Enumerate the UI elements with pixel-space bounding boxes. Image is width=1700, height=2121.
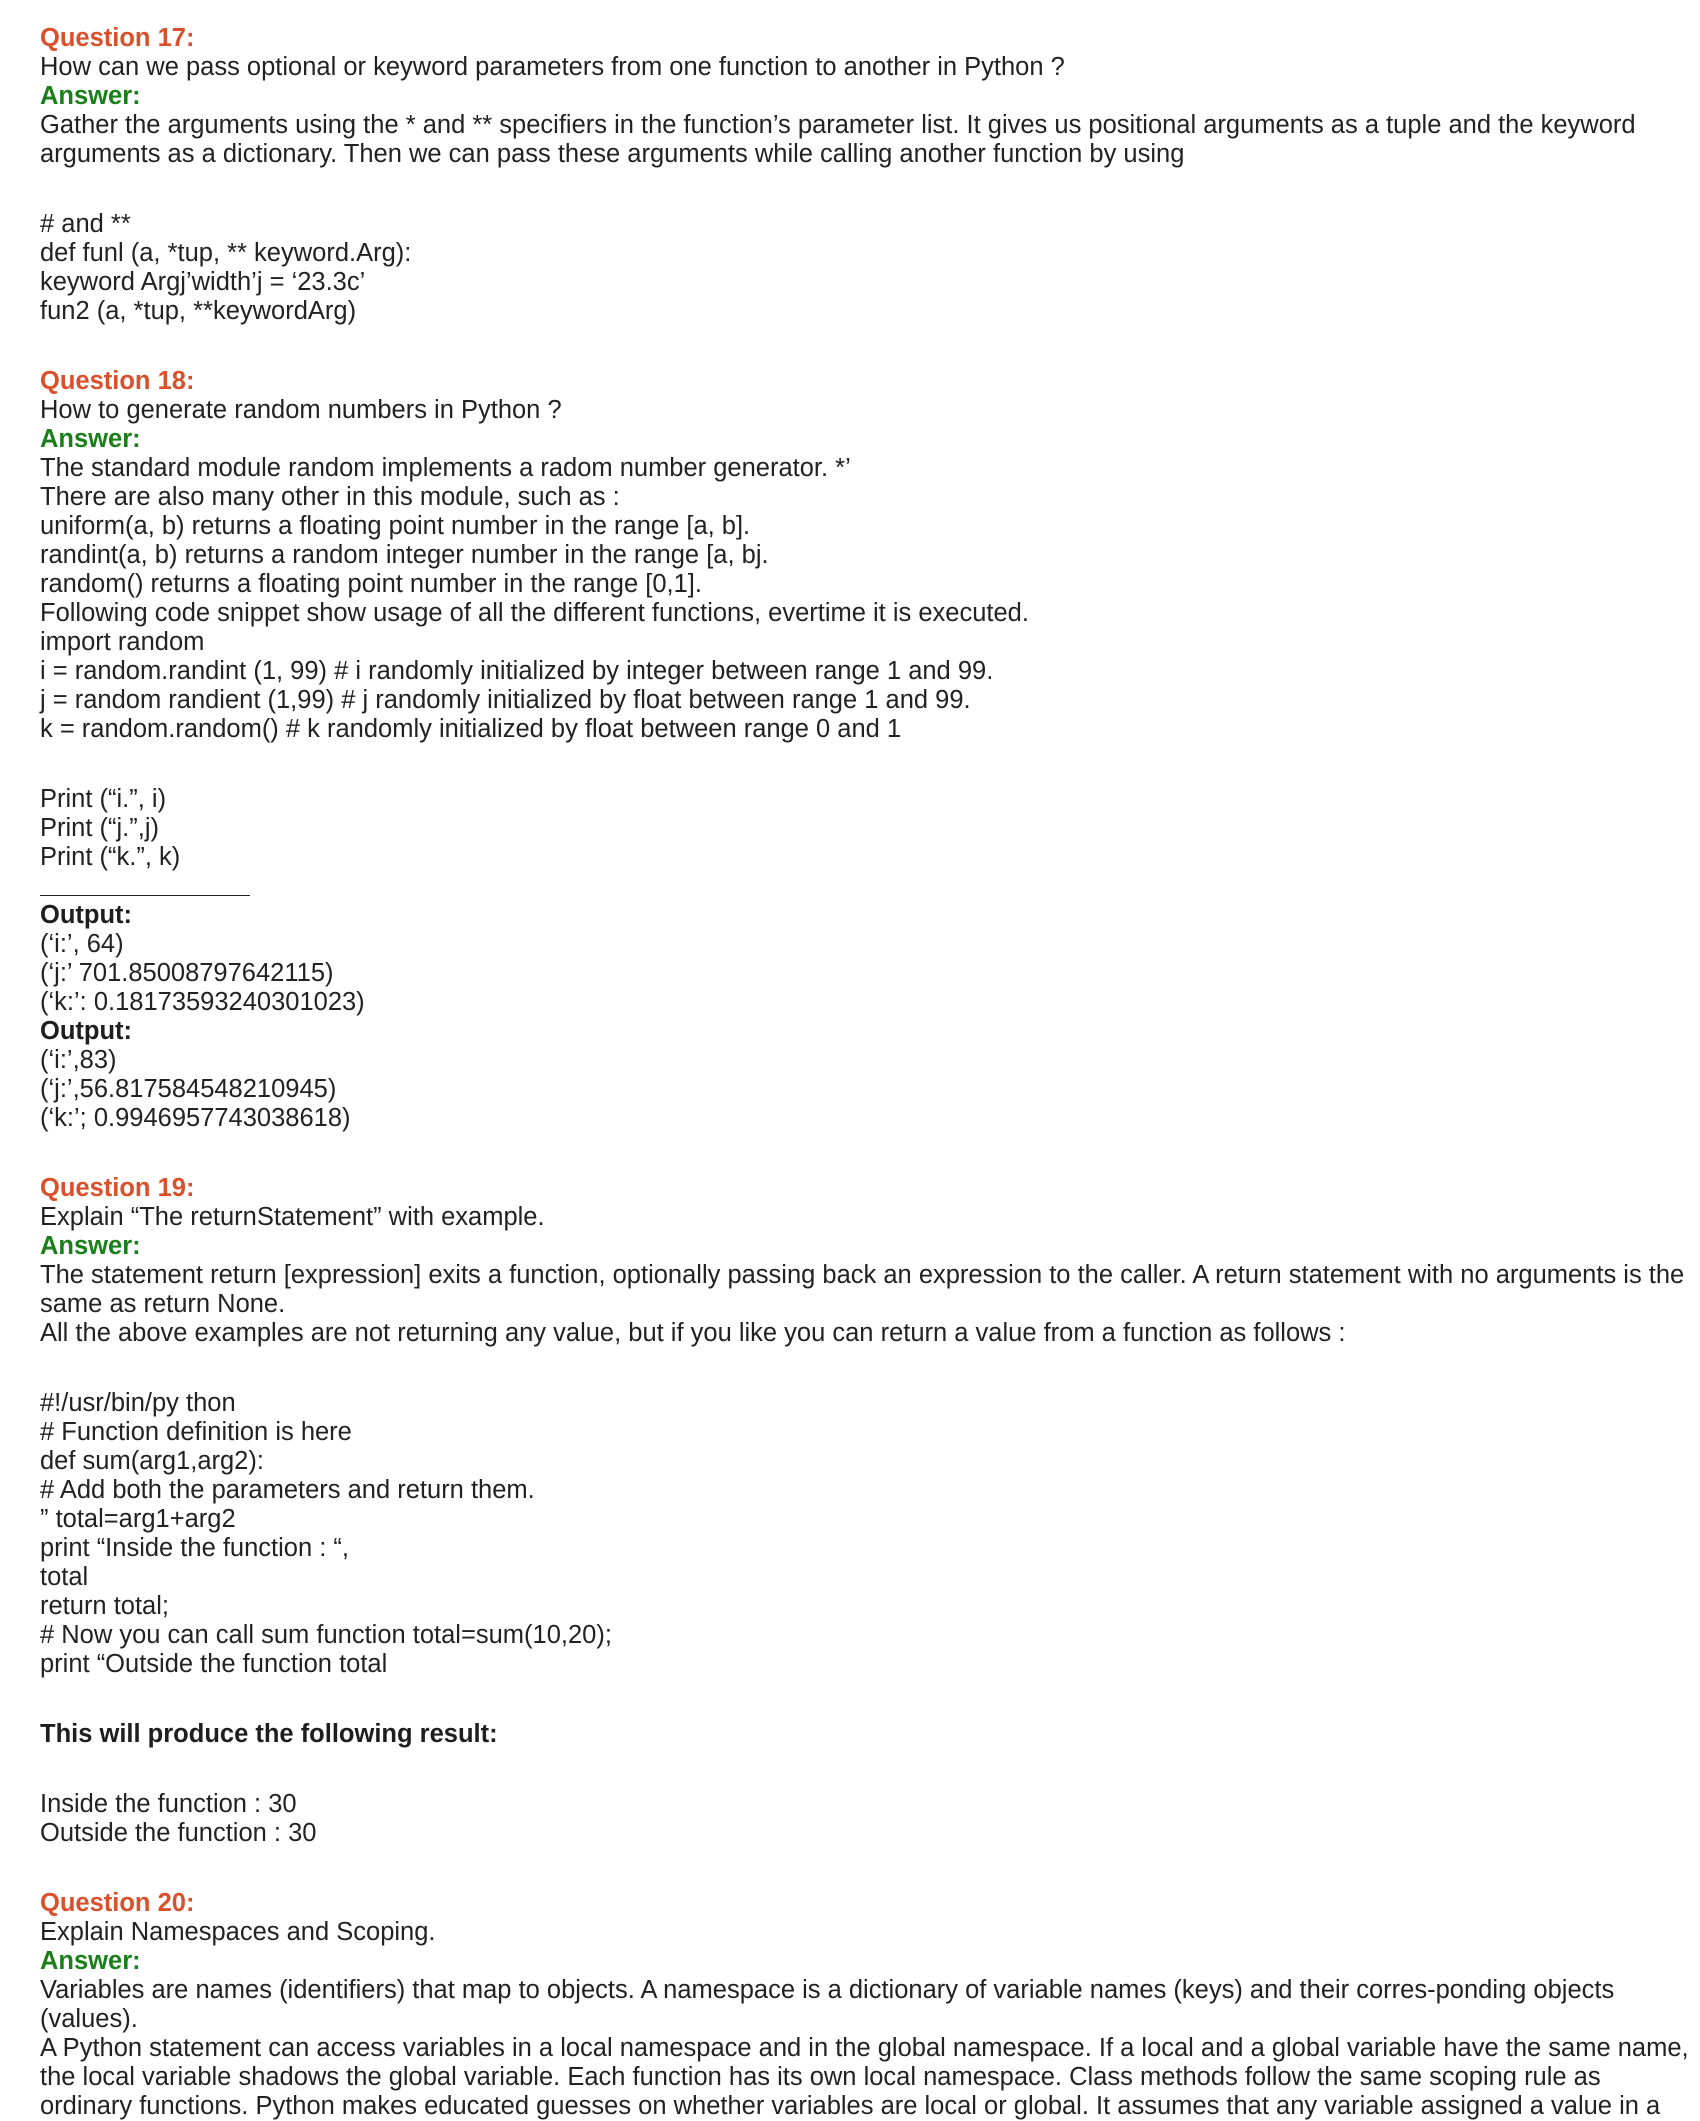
answer-label: Answer: (40, 1232, 141, 1260)
answer-line: arguments as a dictionary. Then we can pass these arguments while calling another function by using (40, 140, 1185, 168)
answer-line: randint(a, b) returns a random integer number in the range [a, bj. (40, 541, 769, 569)
question-label: Question 19: (40, 1174, 195, 1202)
answer-line: A Python statement can access variables in a local namespace and in the global namespace. If a local and a global variable have the same name, (40, 2034, 1689, 2062)
answer-line: Following code snippet show usage of all the different functions, evertime it is executed. (40, 599, 1029, 627)
answer-line: #!/usr/bin/py thon (40, 1389, 236, 1417)
spacer (40, 1749, 1700, 1790)
spacer (40, 744, 1700, 785)
answer-line: (‘i:’, 64) (40, 930, 124, 958)
answer-line: random() returns a floating point number in the range [0,1]. (40, 570, 702, 598)
answer-line: Print (“i.”, i) (40, 785, 167, 813)
answer-line: All the above examples are not returning any value, but if you like you can return a value from a function as follows : (40, 1319, 1346, 1347)
answer-line: return total; (40, 1592, 169, 1620)
bold-heading: Output: (40, 901, 133, 929)
answer-line: Print (“k.”, k) (40, 843, 181, 871)
qa-section (40, 1174, 1700, 1889)
answer-label: Answer: (40, 425, 141, 453)
question-text: How to generate random numbers in Python ? (40, 396, 562, 424)
answer-line: i = random.randint (1, 99) # i randomly initialized by integer between range 1 and 99. (40, 657, 994, 685)
qa-section (40, 1889, 1700, 2121)
answer-line: Variables are names (identifiers) that map to objects. A namespace is a dictionary of variable names (keys) and their corres-ponding objects (40, 1976, 1615, 2004)
answer-line: same as return None. (40, 1290, 286, 1318)
question-label: Question 18: (40, 367, 195, 395)
separator-line (40, 872, 1700, 901)
question-text: Explain “The returnStatement” with example. (40, 1203, 545, 1231)
answer-line: k = random.random() # k randomly initialized by float between range 0 and 1 (40, 715, 902, 743)
answer-line: the local variable shadows the global variable. Each function has its own local namespace. Class methods follow the same scoping rule as (40, 2063, 1601, 2091)
qa-section (40, 24, 1700, 367)
answer-line: (‘k:’; 0.9946957743038618) (40, 1104, 351, 1132)
answer-line: print “Outside the function total (40, 1650, 388, 1678)
answer-line: ordinary functions. Python makes educated guesses on whether variables are local or global. It assumes that any variable assigned a value in a (40, 2092, 1661, 2120)
answer-line: total (40, 1563, 89, 1591)
answer-line: Inside the function : 30 (40, 1790, 297, 1818)
question-label: Question 20: (40, 1889, 195, 1917)
spacer (40, 1679, 1700, 1720)
bold-heading: This will produce the following result: (40, 1720, 498, 1748)
answer-line: fun2 (a, *tup, **keywordArg) (40, 297, 357, 325)
answer-line: ” total=arg1+arg2 (40, 1505, 236, 1533)
answer-line: The standard module random implements a radom number generator. *’ (40, 454, 851, 482)
question-text: How can we pass optional or keyword parameters from one function to another in Python ? (40, 53, 1065, 81)
answer-line: (‘j:’ 701.85008797642115) (40, 959, 334, 987)
answer-line: Outside the function : 30 (40, 1819, 317, 1847)
answer-line: The statement return [expression] exits a function, optionally passing back an expression to the caller. A return statement with no arguments is the (40, 1261, 1685, 1289)
answer-line: (‘k:’: 0.18173593240301023) (40, 988, 365, 1016)
answer-line: Print (“j.”,j) (40, 814, 159, 842)
answer-line: j = random randient (1,99) # j randomly initialized by float between range 1 and 99. (40, 686, 971, 714)
answer-line: def funl (a, *tup, ** keyword.Arg): (40, 239, 412, 267)
answer-label: Answer: (40, 1947, 141, 1975)
answer-line: # and ** (40, 210, 131, 238)
spacer (40, 1133, 1700, 1174)
answer-line: # Now you can call sum function total=sum(10,20); (40, 1621, 612, 1649)
answer-line: print “Inside the function : “, (40, 1534, 349, 1562)
answer-line: # Function definition is here (40, 1418, 352, 1446)
question-text: Explain Namespaces and Scoping. (40, 1918, 436, 1946)
answer-line: # Add both the parameters and return them. (40, 1476, 535, 1504)
answer-line: There are also many other in this module, such as : (40, 483, 620, 511)
bold-heading: Output: (40, 1017, 133, 1045)
spacer (40, 169, 1700, 210)
spacer (40, 1848, 1700, 1889)
answer-line: uniform(a, b) returns a floating point number in the range [a, b]. (40, 512, 751, 540)
answer-line: (‘j:’,56.817584548210945) (40, 1075, 337, 1103)
spacer (40, 1348, 1700, 1389)
answer-line: keyword Argj’width’j = ‘23.3c’ (40, 268, 366, 296)
qa-section (40, 367, 1700, 1174)
answer-line: def sum(arg1,arg2): (40, 1447, 264, 1475)
spacer (40, 326, 1700, 367)
answer-line: import random (40, 628, 205, 656)
answer-line: (values). (40, 2005, 138, 2033)
answer-line: Gather the arguments using the * and ** specifiers in the function’s parameter list. It gives us positional arguments as a tuple and the keyword (40, 111, 1636, 139)
question-label: Question 17: (40, 24, 195, 52)
answer-label: Answer: (40, 82, 141, 110)
answer-line: (‘i:’,83) (40, 1046, 117, 1074)
